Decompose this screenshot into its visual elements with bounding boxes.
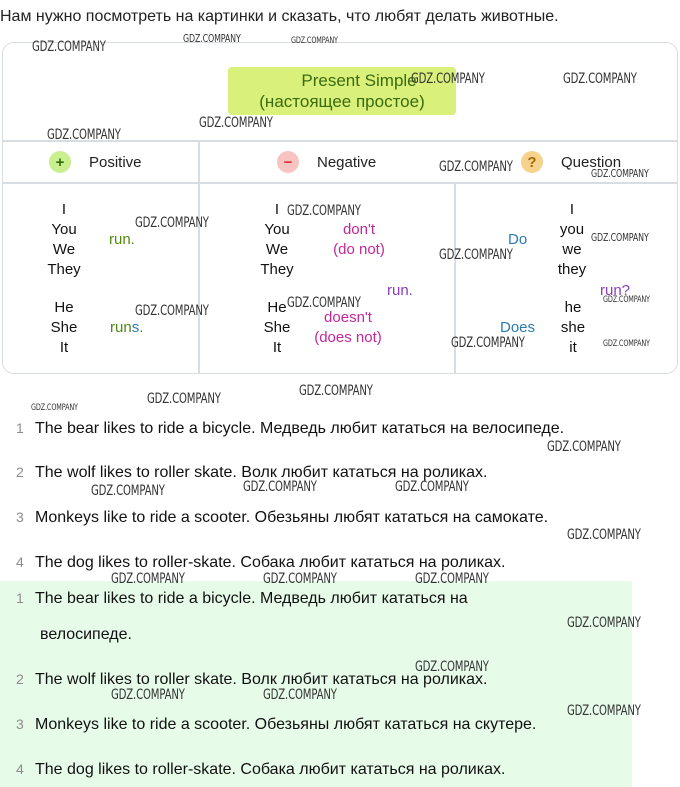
pronoun: He — [267, 299, 287, 316]
pronoun: We — [52, 241, 76, 258]
pronoun: She — [263, 319, 291, 336]
header-question-label: Question — [561, 153, 622, 171]
item-number: 4 — [16, 761, 24, 777]
watermark: GDZ.COMPANY — [415, 571, 489, 587]
pronoun: We — [265, 241, 289, 258]
question-verb: run? — [600, 282, 631, 299]
pronoun: He — [54, 299, 74, 316]
table-divider — [3, 182, 677, 184]
watermark: GDZ.COMPANY — [439, 247, 513, 263]
watermark: GDZ.COMPANY — [411, 71, 485, 87]
aux-short: don't — [342, 221, 376, 238]
negative-verb: run. — [387, 282, 413, 299]
pronoun: You — [51, 221, 77, 238]
question-pronouns-singular — [543, 298, 603, 358]
aux-full: (do not) — [333, 241, 385, 258]
pronoun: You — [264, 221, 290, 238]
aux-short: doesn't — [324, 309, 372, 326]
item-text: The dog likes to roller-skate. Собака любит кататься на роликах. — [35, 554, 506, 571]
pronoun: I — [569, 201, 575, 218]
watermark: GDZ.COMPANY — [567, 615, 641, 631]
item-number: 4 — [16, 554, 24, 570]
positive-pronouns-singular — [34, 298, 94, 358]
watermark: GDZ.COMPANY — [591, 167, 649, 180]
header-positive — [49, 148, 142, 176]
item-number: 2 — [16, 464, 24, 480]
pronoun: They — [260, 261, 294, 278]
positive-pronouns-plural — [34, 200, 94, 280]
verb-stem: run — [110, 319, 132, 336]
watermark: GDZ.COMPANY — [135, 215, 209, 231]
pronoun: They — [47, 261, 81, 278]
pronoun: it — [569, 339, 577, 356]
pronoun: we — [562, 241, 582, 258]
plus-icon: + — [49, 151, 71, 173]
watermark: GDZ.COMPANY — [547, 439, 621, 455]
watermark: GDZ.COMPANY — [603, 339, 650, 349]
pronoun: I — [61, 201, 67, 218]
watermark: GDZ.COMPANY — [199, 115, 273, 131]
item-text: The dog likes to roller-skate. Собака любит кататься на роликах. — [35, 761, 506, 778]
positive-verb-s — [110, 318, 143, 338]
pronoun: I — [274, 201, 280, 218]
positive-verb: run. — [109, 231, 135, 248]
item-text: The bear likes to ride a bicycle. Медведь любит кататься на велосипеде. — [35, 420, 565, 437]
tense-title-ru: (настоящее простое) — [259, 92, 425, 111]
list-item — [16, 716, 536, 734]
watermark: GDZ.COMPANY — [291, 36, 338, 46]
watermark: GDZ.COMPANY — [567, 527, 641, 543]
pronoun: you — [559, 221, 585, 238]
item-text: The wolf likes to roller skate. Волк любит кататься на роликах. — [35, 671, 488, 688]
watermark: GDZ.COMPANY — [563, 71, 637, 87]
header-positive-label: Positive — [89, 153, 142, 171]
watermark: GDZ.COMPANY — [567, 703, 641, 719]
pronoun: she — [560, 319, 586, 336]
watermark: GDZ.COMPANY — [263, 571, 337, 587]
watermark: GDZ.COMPANY — [111, 571, 185, 587]
watermark: GDZ.COMPANY — [263, 687, 337, 703]
negative-aux-singular — [308, 308, 388, 348]
item-text: The bear likes to ride a bicycle. Медведь любит кататься на — [35, 590, 468, 607]
list-item — [16, 590, 468, 608]
watermark: GDZ.COMPANY — [287, 295, 361, 311]
item-number: 3 — [16, 509, 24, 525]
table-divider — [198, 140, 200, 373]
header-negative — [277, 148, 376, 176]
question-icon: ? — [521, 151, 543, 173]
watermark: GDZ.COMPANY — [31, 403, 78, 413]
watermark: GDZ.COMPANY — [299, 383, 373, 399]
list-item — [16, 420, 564, 438]
watermark: GDZ.COMPANY — [47, 127, 121, 143]
intro-text: Нам нужно посмотреть на картинки и сказать, что любят делать животные. — [0, 8, 559, 25]
pronoun: She — [50, 319, 78, 336]
list-item — [16, 761, 505, 779]
pronoun: It — [272, 339, 282, 356]
watermark: GDZ.COMPANY — [415, 659, 489, 675]
watermark: GDZ.COMPANY — [111, 687, 185, 703]
watermark: GDZ.COMPANY — [591, 231, 649, 244]
watermark: GDZ.COMPANY — [91, 483, 165, 499]
watermark: GDZ.COMPANY — [135, 303, 209, 319]
negative-aux-plural — [319, 220, 399, 260]
watermark: GDZ.COMPANY — [287, 203, 361, 219]
question-aux-singular: Does — [500, 319, 536, 336]
list-item — [16, 509, 548, 527]
item-text: Monkeys like to ride a scooter. Обезьяны любят кататься на скутере. — [35, 716, 537, 733]
aux-full: (does not) — [314, 329, 382, 346]
minus-icon: − — [277, 151, 299, 173]
item-text-continuation: велосипеде. — [40, 626, 132, 643]
watermark: GDZ.COMPANY — [603, 295, 650, 305]
watermark: GDZ.COMPANY — [451, 335, 525, 351]
item-number: 1 — [16, 420, 24, 436]
watermark: GDZ.COMPANY — [147, 391, 221, 407]
watermark: GDZ.COMPANY — [243, 479, 317, 495]
watermark: GDZ.COMPANY — [32, 39, 106, 55]
pronoun: It — [59, 339, 69, 356]
pronoun: they — [557, 261, 587, 278]
list-item — [16, 554, 505, 572]
item-number: 2 — [16, 671, 24, 687]
verb-ending: s — [131, 319, 140, 336]
watermark: GDZ.COMPANY — [439, 159, 513, 175]
watermark: GDZ.COMPANY — [395, 479, 469, 495]
question-aux-plural: Do — [508, 231, 528, 248]
item-number: 1 — [16, 590, 24, 606]
header-negative-label: Negative — [317, 153, 377, 171]
verb-dot: . — [139, 319, 144, 336]
watermark: GDZ.COMPANY — [183, 32, 241, 45]
pronoun: he — [564, 299, 582, 316]
item-text: Monkeys like to ride a scooter. Обезьяны любят кататься на самокате. — [35, 509, 549, 526]
item-number: 3 — [16, 716, 24, 732]
tense-title-en: Present Simple — [301, 71, 417, 90]
item-text: The wolf likes to roller skate. Волк любит кататься на роликах. — [35, 464, 488, 481]
